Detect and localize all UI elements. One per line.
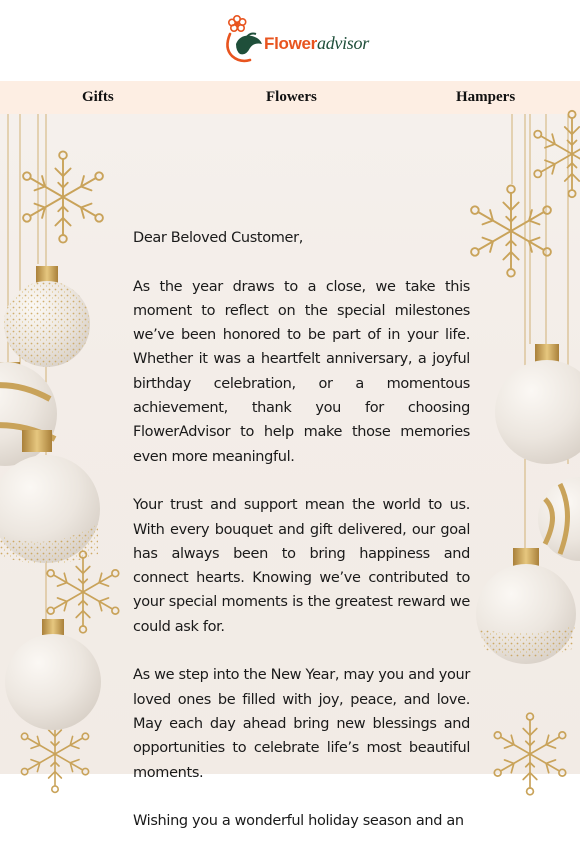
letter-paragraph-1: As the year draws to a close, we take this moment to reflect on the special milestones we’ve been honored to be part of in your life. Whether it was a heartfelt anniversary, a joyful birthday celebration, or a momentous achievement, thank you for choosing FlowerAdvisor to help make those memories even more meaningful. — [133, 278, 470, 465]
snowflake-icon — [471, 185, 551, 276]
nav-item-flowers[interactable]: Flowers — [266, 89, 317, 105]
nav-item-hampers[interactable]: Hampers — [456, 89, 516, 105]
letter-paragraph-3: As we step into the New Year, may you and your loved ones be filled with joy, peace, and love. May each day ahead bring new blessings and opportunities to celebrate life’s most beautiful moments. — [133, 667, 470, 781]
glitter-ornament-icon — [476, 548, 576, 664]
logo-wordmark-advisor: advisor — [317, 33, 369, 53]
logo-wordmark-flower: Flower — [264, 34, 317, 53]
snowflake-icon — [23, 151, 103, 242]
snowflake-icon — [494, 713, 565, 795]
snowflake-icon — [534, 111, 580, 197]
nav-item-gifts[interactable]: Gifts — [82, 89, 114, 105]
logo-wordmark — [264, 33, 369, 54]
holiday-letter — [133, 226, 470, 858]
letter-paragraph-4: Wishing you a wonderful holiday season and an — [133, 813, 464, 830]
category-nav — [0, 81, 580, 114]
ornament-icon — [5, 619, 101, 730]
striped-ornament-icon — [538, 477, 580, 561]
flower-logo-icon — [224, 14, 264, 64]
email-header — [0, 0, 580, 81]
letter-greeting: Dear Beloved Customer, — [133, 230, 303, 246]
letter-paragraph-2: Your trust and support mean the world to us. With every bouquet and gift delivered, our goal has always been to bring happiness and connect hearts. Knowing we’ve contributed to your special moments is the greatest reward we could ask for. — [133, 497, 470, 635]
glitter-ornament-icon — [4, 266, 90, 367]
floweradvisor-logo[interactable] — [224, 14, 369, 64]
holiday-letter-banner — [0, 114, 580, 830]
ornament-icon — [495, 344, 580, 464]
